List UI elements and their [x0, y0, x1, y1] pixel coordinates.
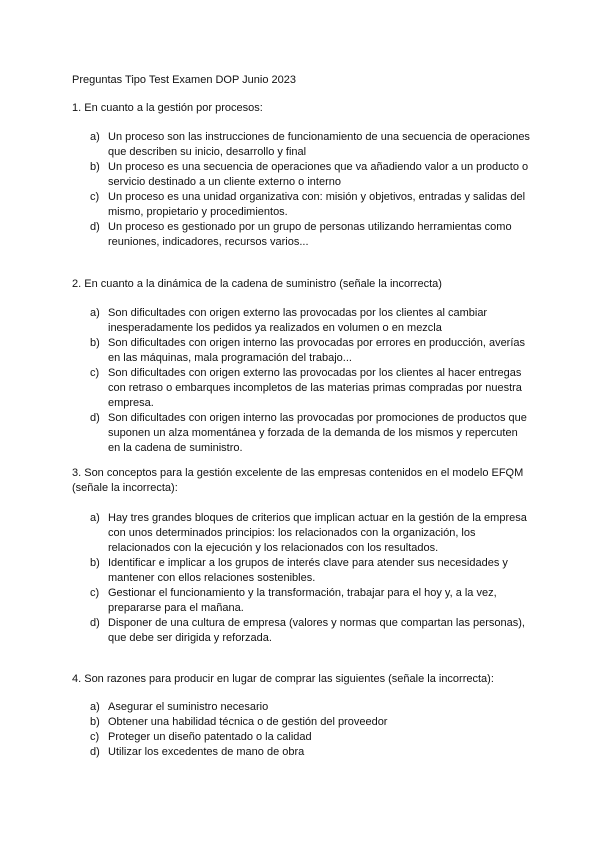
option-letter: b) [90, 716, 100, 728]
question-3-options [90, 511, 530, 646]
option-text: Son dificultades con origen interno las provocadas por errores en producción, averías en las máquinas, mala programación del trabajo... [108, 337, 526, 364]
option-text: Un proceso es una secuencia de operaciones que va añadiendo valor a un producto o servicio destinado a un cliente externo o interno [108, 161, 529, 188]
option-letter: d) [90, 412, 100, 424]
question-3-stem: 3. Son conceptos para la gestión excelente de las empresas contenidos en el modelo EFQM (señale la incorrecta): [72, 467, 524, 494]
option-letter: c) [90, 191, 100, 203]
option-text: Un proceso son las instrucciones de funcionamiento de una secuencia de operaciones que describen su inicio, desarrollo y final [108, 131, 530, 158]
option-letter: c) [90, 731, 100, 743]
option-letter: c) [90, 367, 100, 379]
option-text: Proteger un diseño patentado o la calidad [108, 731, 312, 743]
question-1-option-c [90, 190, 530, 220]
option-letter: a) [90, 307, 100, 319]
option-letter: d) [90, 746, 100, 758]
option-letter: c) [90, 587, 100, 599]
question-3-option-c [90, 586, 530, 616]
question-2-option-d [90, 411, 530, 456]
question-1-stem: 1. En cuanto a la gestión por procesos: [72, 102, 263, 114]
option-text: Obtener una habilidad técnica o de gestión del proveedor [108, 716, 388, 728]
question-2-option-b [90, 336, 530, 366]
option-letter: a) [90, 131, 100, 143]
question-4-stem: 4. Son razones para producir en lugar de comprar las siguientes (señale la incorrecta): [72, 673, 494, 685]
option-text: Identificar e implicar a los grupos de interés clave para atender sus necesidades y mantener con ellos relaciones sostenibles. [108, 557, 508, 584]
question-2-option-c [90, 366, 530, 411]
option-letter: b) [90, 557, 100, 569]
question-1-option-a [90, 130, 530, 160]
question-4-option-d [90, 745, 530, 760]
option-text: Son dificultades con origen externo las provocadas por los clientes al hacer entregas con retraso o embarques incompletos de las materias primas compradas por nuestra empresa. [108, 367, 522, 409]
option-letter: d) [90, 617, 100, 629]
question-4-option-c [90, 730, 530, 745]
option-text: Hay tres grandes bloques de criterios que implican actuar en la gestión de la empresa con unos determinados principios: los relacionados con la organización, los relacionados con la ejecución y los relacionados con los resultados. [108, 512, 527, 554]
question-3-option-a [90, 511, 530, 556]
option-text: Asegurar el suministro necesario [108, 701, 269, 713]
option-text: Disponer de una cultura de empresa (valores y normas que compartan las personas), que debe ser dirigida y reforzada. [108, 617, 525, 644]
question-2-stem: 2. En cuanto a la dinámica de la cadena de suministro (señale la incorrecta) [72, 278, 442, 290]
question-4-options [90, 700, 530, 760]
question-4-option-a [90, 700, 530, 715]
document-title: Preguntas Tipo Test Examen DOP Junio 2023 [72, 74, 297, 86]
option-letter: a) [90, 701, 100, 713]
option-letter: a) [90, 512, 100, 524]
option-text: Un proceso es una unidad organizativa con: misión y objetivos, entradas y salidas del mismo, propietario y procedimientos. [108, 191, 526, 218]
option-text: Un proceso es gestionado por un grupo de personas utilizando herramientas como reuniones, indicadores, recursos varios... [108, 221, 512, 248]
question-1-option-b [90, 160, 530, 190]
question-3-option-b [90, 556, 530, 586]
question-2-options [90, 306, 530, 456]
option-letter: d) [90, 221, 100, 233]
question-1-options [90, 130, 530, 250]
option-text: Gestionar el funcionamiento y la transformación, trabajar para el hoy y, a la vez, prepararse para el mañana. [108, 587, 497, 614]
question-2-option-a [90, 306, 530, 336]
option-letter: b) [90, 161, 100, 173]
question-1-option-d [90, 220, 530, 250]
question-4-option-b [90, 715, 530, 730]
option-text: Son dificultades con origen interno las provocadas por promociones de productos que suponen un alza momentánea y forzada de la demanda de los mismos y repercuten en la cadena de suministro. [108, 412, 527, 454]
option-text: Son dificultades con origen externo las provocadas por los clientes al cambiar inesperadamente los pedidos ya realizados en volumen o en mezcla [108, 307, 488, 334]
question-3-option-d [90, 616, 530, 646]
option-letter: b) [90, 337, 100, 349]
option-text: Utilizar los excedentes de mano de obra [108, 746, 305, 758]
